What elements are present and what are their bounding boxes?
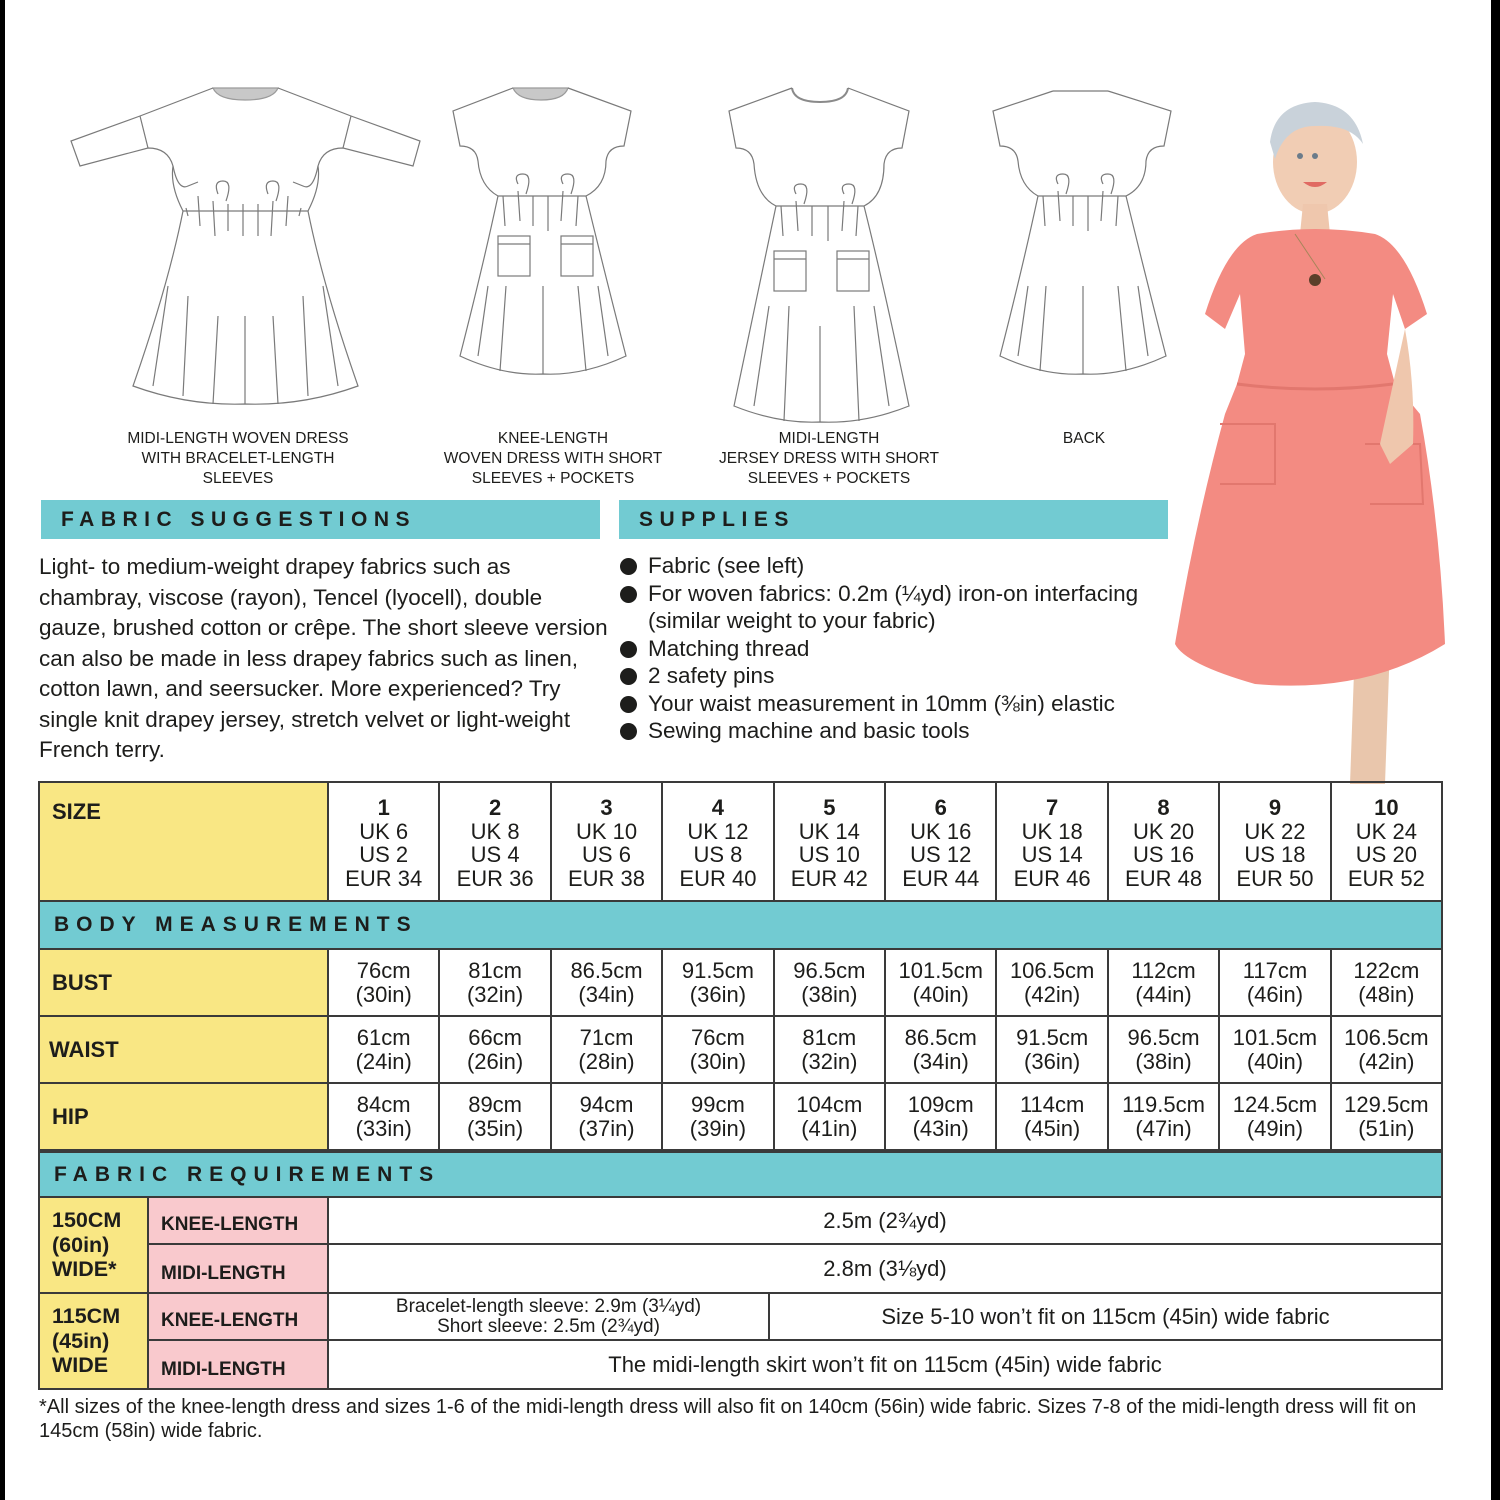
value-cm: 109cm [907,1092,974,1117]
value-cm: 104cm [796,1092,863,1117]
value-in: (43in) [912,1115,969,1141]
size-cell [1109,783,1220,900]
bullet-icon [620,641,637,658]
value-cm: 86.5cm [904,1025,977,1050]
size-number: 3 [600,795,613,820]
value-cm: 71cm [579,1025,634,1050]
value-cm: 89cm [468,1092,522,1117]
length-label: MIDI-LENGTH [149,1341,329,1388]
size-eur: EUR 36 [456,865,534,891]
size-uk: UK 14 [798,818,860,844]
value-cm: 101.5cm [898,958,983,983]
fabric-amount: 2.8m (3⅛yd) [823,1255,947,1281]
size-uk: UK 8 [470,818,520,844]
size-cell [997,783,1108,900]
measurement-cell [552,950,663,1015]
size-cell [886,783,997,900]
fabric-row-knee [149,1198,1441,1245]
size-us: US 4 [470,842,520,867]
value-in: (40in) [1246,1048,1304,1074]
supplies-item-text: Matching thread [648,635,810,661]
fabric-amount: The midi-length skirt won’t fit on 115cm (45in) wide fabric [608,1351,1162,1377]
value-in: (41in) [801,1115,858,1141]
drawing-midi-jersey-short [724,86,916,426]
value-in: (32in) [801,1048,858,1074]
measurement-cell [886,950,997,1015]
value-cm: 124.5cm [1232,1092,1318,1117]
caption-line: SLEEVES + POCKETS [747,470,911,487]
measurement-cell [775,950,886,1015]
footnote: *All sizes of the knee-length dress and sizes 1-6 of the midi-length dress will also fit on 140cm (56in) wide fabric. Sizes 7-8 of the midi-length dress will fit on 145cm (58in) wide fabric. [39,1396,1417,1442]
value-cm: 81cm [468,958,522,983]
bullet-icon [620,696,637,713]
fabric-length-rows [149,1294,1441,1388]
measurement-cell [997,1084,1108,1149]
supplies-item-text: Fabric (see left) [648,553,805,578]
supplies-item [618,580,1178,635]
size-us: US 2 [359,842,409,867]
size-eur: EUR 44 [902,865,980,891]
caption-line: BACK [1062,430,1106,447]
value-in: (42in) [1358,1048,1415,1074]
value-in: (46in) [1246,981,1304,1007]
measurement-cell [329,950,440,1015]
drawing-midi-woven-bracelet [68,86,423,426]
size-chart-table [38,781,1443,1390]
size-us: US 8 [693,842,743,867]
measurement-cell [663,950,774,1015]
measurement-cell [775,1084,886,1149]
width-line: (60in) [52,1232,110,1257]
value-in: (39in) [689,1115,747,1141]
bullet-icon [620,668,637,685]
size-eur: EUR 42 [790,865,868,891]
width-line: 150CM [52,1208,122,1233]
value-cm: 81cm [802,1025,857,1050]
supplies-item [618,662,1178,690]
measurement-cell [1109,1017,1220,1082]
value-in: (30in) [689,1048,747,1074]
value-cm: 106.5cm [1344,1025,1429,1050]
fabric-row-midi [149,1245,1441,1292]
value-in: (30in) [355,981,412,1007]
value-cm: 61cm [356,1025,411,1050]
supplies-item [618,635,1178,663]
length-label: MIDI-LENGTH [149,1245,329,1292]
size-eur: EUR 50 [1236,865,1314,891]
size-uk: UK 10 [575,818,638,844]
supplies-item-text: 2 safety pins [648,663,775,688]
value-in: (26in) [466,1048,524,1074]
fabric-suggestions-text: Light- to medium-weight drapey fabrics such as chambray, viscose (rayon), Tencel (lyocell), double gauze, brushed cotton or crêpe. The short sleeve version can also be made in less drapey fabrics such as linen, cotton lawn, and seersucker. More experienced? Try single knit drapey jersey, stretch velvet or light-weight French terry. [39,554,608,762]
measurement-cell [886,1017,997,1082]
caption-line: SLEEVES [202,470,274,487]
value-in: (51in) [1358,1115,1415,1141]
value-in: (34in) [912,1048,969,1074]
size-number: 2 [488,795,502,820]
size-cell [1332,783,1441,900]
measurement-cell [552,1017,663,1082]
value-in: (38in) [801,981,858,1007]
size-eur: EUR 34 [345,865,423,891]
caption-back [984,429,1184,449]
bust-label: BUST [40,950,329,1015]
value-in: (47in) [1135,1115,1192,1141]
measurement-cell [1220,950,1331,1015]
value-cm: 117cm [1242,958,1308,983]
measurement-cell [1109,1084,1220,1149]
fabric-width-115-group [40,1294,1441,1388]
measurement-cell [552,1084,663,1149]
size-cell [329,783,440,900]
supplies-item-text: Your waist measurement in 10mm (⅜in) elastic [648,690,1115,716]
measurement-cell [663,1017,774,1082]
measurement-cell [1109,950,1220,1015]
bullet-icon [620,723,637,740]
caption-midi-woven-bracelet [88,429,388,489]
value-in: (24in) [355,1048,412,1074]
size-us: US 16 [1132,842,1195,867]
measurement-cell [440,1017,551,1082]
drawing-back [988,86,1178,386]
supplies-title: SUPPLIES [639,507,795,531]
caption-midi-jersey-short [679,429,979,489]
caption-line: SLEEVES + POCKETS [471,470,635,487]
fabric-size-note: Size 5-10 won’t fit on 115cm (45in) wide fabric [881,1303,1330,1329]
size-number: 9 [1268,795,1282,820]
caption-line: WITH BRACELET-LENGTH [141,450,335,467]
measurement-cell [1332,950,1441,1015]
caption-line: KNEE-LENGTH [497,430,609,447]
fabric-amount: 2.5m (2¾yd) [823,1207,947,1233]
measurement-cell [1332,1017,1441,1082]
bust-row [40,950,1441,1017]
size-number: 6 [934,795,947,820]
value-in: (42in) [1024,981,1081,1007]
fabric-row-knee [149,1294,1441,1341]
fabric-requirements-header [40,1151,1441,1198]
value-in: (44in) [1135,981,1192,1007]
size-number: 5 [823,795,836,820]
measurement-cell [775,1017,886,1082]
bullet-icon [620,586,637,603]
waist-row [40,1017,1441,1084]
value-cm: 86.5cm [570,958,643,983]
value-in: (28in) [578,1048,635,1074]
size-eur: EUR 40 [679,865,757,891]
value-in: (32in) [466,981,524,1007]
size-number: 1 [377,795,390,820]
value-in: (38in) [1135,1048,1192,1074]
value-cm: 66cm [468,1025,522,1050]
value-cm: 91.5cm [1016,1025,1089,1050]
body-measurements-header [40,902,1441,950]
fabric-amount-by-sleeve [329,1294,770,1339]
value-cm: 129.5cm [1344,1092,1429,1117]
size-uk: UK 18 [1021,818,1083,844]
fabric-width-label [40,1294,149,1388]
drawing-knee-woven-short [448,86,638,386]
hip-label: HIP [40,1084,329,1149]
size-us: US 20 [1355,842,1417,867]
value-cm: 76cm [691,1025,745,1050]
body-measurements-title: BODY MEASUREMENTS [54,913,418,936]
right-edge-bar [1491,0,1500,1500]
waist-label: WAIST [40,1017,329,1082]
width-line: (45in) [52,1328,110,1353]
size-cell [775,783,886,900]
length-label: KNEE-LENGTH [149,1198,329,1243]
size-us: US 18 [1244,842,1306,867]
value-in: (49in) [1246,1115,1304,1141]
size-cell [1220,783,1331,900]
caption-line: MIDI-LENGTH WOVEN DRESS [127,430,349,447]
measurement-cell [1332,1084,1441,1149]
value-cm: 114cm [1019,1092,1085,1117]
value-in: (36in) [1024,1048,1081,1074]
fabric-suggestions-title: FABRIC SUGGESTIONS [61,507,417,531]
value-in: (36in) [689,981,747,1007]
size-uk: UK 20 [1132,818,1195,844]
value-cm: 76cm [356,958,411,983]
measurement-cell [886,1084,997,1149]
measurement-cell [997,1017,1108,1082]
size-us: US 6 [582,842,631,867]
supplies-header [619,500,1168,539]
size-us: US 14 [1021,842,1083,867]
size-cell [552,783,663,900]
caption-line: MIDI-LENGTH [778,430,880,447]
size-uk: UK 24 [1355,818,1417,844]
size-number: 7 [1046,795,1059,820]
measurement-cell [663,1084,774,1149]
measurement-cell [329,1084,440,1149]
width-line: WIDE [52,1353,109,1378]
supplies-item-text: For woven fabrics: 0.2m (¼yd) iron-on interfacing (similar weight to your fabric) [648,580,1139,633]
model-photo [1165,84,1455,784]
measurement-cell [997,950,1108,1015]
value-cm: 91.5cm [681,958,754,983]
size-uk: UK 12 [687,818,749,844]
size-label: SIZE [40,783,329,900]
fabric-length-rows [149,1198,1441,1292]
measurement-cell [329,1017,440,1082]
fabric-requirements-title: FABRIC REQUIREMENTS [54,1162,441,1186]
size-number: 8 [1157,795,1170,820]
size-cell [440,783,551,900]
caption-knee-woven-short [403,429,703,489]
size-eur: EUR 52 [1347,865,1425,891]
fabric-row-midi [149,1341,1441,1388]
value-cm: 112cm [1131,958,1196,983]
size-uk: UK 22 [1244,818,1306,844]
size-us: US 12 [910,842,972,867]
left-edge-bar [0,0,5,1500]
bullet-icon [620,558,637,575]
fabric-width-label [40,1198,149,1292]
supplies-item [618,717,1178,745]
size-uk: UK 6 [359,818,409,844]
value-cm: 96.5cm [1127,1025,1200,1050]
size-us: US 10 [798,842,860,867]
size-eur: EUR 48 [1125,865,1203,891]
value-cm: 84cm [356,1092,411,1117]
hip-row [40,1084,1441,1151]
value-in: (40in) [912,981,969,1007]
size-uk: UK 16 [910,818,972,844]
value-in: (34in) [578,981,635,1007]
bracelet-sleeve-amount: Bracelet-length sleeve: 2.9m (3¼yd) [395,1295,702,1317]
size-eur: EUR 46 [1013,865,1091,891]
size-eur: EUR 38 [567,865,646,891]
supplies-item [618,690,1178,718]
value-in: (48in) [1358,981,1415,1007]
value-in: (33in) [355,1115,412,1141]
supplies-item [618,552,1178,580]
width-line: 115CM [52,1304,121,1329]
supplies-item-text: Sewing machine and basic tools [648,718,970,743]
value-cm: 106.5cm [1009,958,1095,983]
value-cm: 99cm [691,1092,745,1117]
fabric-suggestions-header [41,500,600,539]
value-cm: 122cm [1353,958,1420,983]
short-sleeve-amount: Short sleeve: 2.5m (2¾yd) [437,1315,660,1337]
measurement-cell [440,1084,551,1149]
value-cm: 101.5cm [1232,1025,1318,1050]
supplies-list [618,552,1178,745]
caption-line: WOVEN DRESS WITH SHORT [443,450,663,467]
measurement-cell [440,950,551,1015]
fabric-width-150-group [40,1198,1441,1294]
value-in: (35in) [466,1115,524,1141]
size-number: 10 [1374,795,1399,820]
value-in: (45in) [1024,1115,1081,1141]
size-cell [663,783,774,900]
value-cm: 119.5cm [1122,1092,1205,1117]
value-cm: 96.5cm [793,958,866,983]
width-line: WIDE* [52,1257,117,1282]
measurement-cell [1220,1084,1331,1149]
value-cm: 94cm [579,1092,634,1117]
value-in: (37in) [578,1115,635,1141]
size-number: 4 [711,795,725,820]
caption-line: JERSEY DRESS WITH SHORT [719,450,939,467]
measurement-cell [1220,1017,1331,1082]
size-header-row [40,783,1441,902]
length-label: KNEE-LENGTH [149,1294,329,1339]
